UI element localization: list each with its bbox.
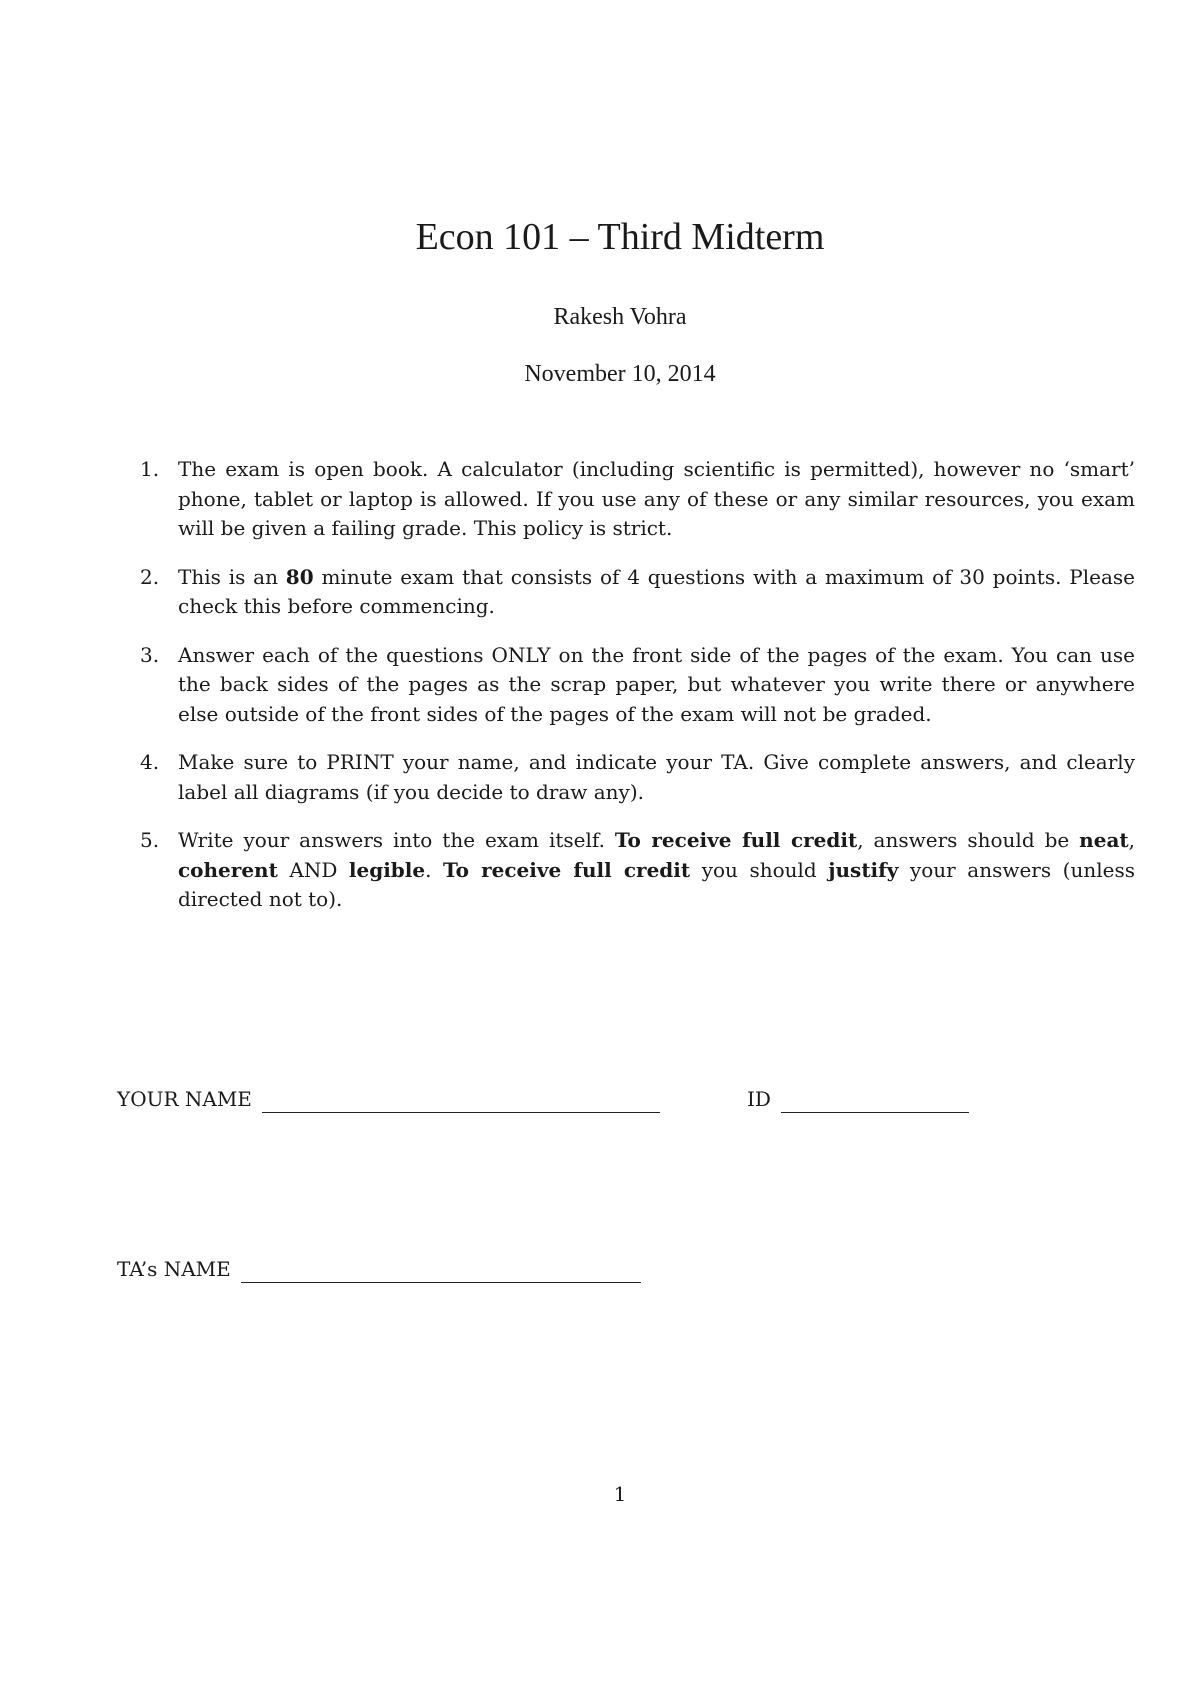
instruction-item	[140, 563, 1135, 622]
id-blank[interactable]	[781, 1090, 969, 1113]
instruction-text: Write your answers into the exam itself.	[178, 828, 615, 852]
instruction-emphasis: neat	[1079, 828, 1129, 852]
instruction-text: The exam is open book. A calculator (including scientific is permitted), however no ‘smart’ phone, tablet or laptop is allowed. If you use any of these or any similar resources, you exam will be given a failing grade. This policy is strict.	[178, 457, 1135, 540]
exam-date: November 10, 2014	[524, 361, 716, 387]
instruction-number: 1.	[140, 457, 160, 481]
exam-title: Econ 101 – Third Midterm	[415, 216, 825, 258]
instruction-emphasis: coherent	[178, 857, 278, 882]
instruction-text: ,	[1128, 828, 1135, 852]
instruction-item	[140, 826, 1135, 915]
name-label: YOUR NAME	[117, 1087, 252, 1111]
instruction-text: Make sure to PRINT your name, and indicate your TA. Give complete answers, and clearly label all diagrams (if you decide to draw any).	[178, 750, 1135, 804]
id-label: ID	[747, 1087, 771, 1111]
instruction-text: minute exam that consists of 4 questions with a maximum of 30 points. Please check this before commencing.	[178, 564, 1135, 618]
instruction-text: , answers should be	[857, 828, 1080, 852]
ta-name-field	[117, 1255, 641, 1283]
instruction-item	[140, 748, 1135, 807]
ta-name-label: TA’s NAME	[117, 1257, 231, 1281]
instruction-emphasis: justify	[828, 857, 899, 882]
id-field	[747, 1085, 969, 1113]
instruction-emphasis: 80	[285, 564, 314, 589]
instruction-text: you should	[690, 857, 829, 882]
instruction-text: .	[425, 857, 444, 882]
instruction-number: 3.	[140, 642, 160, 667]
exam-author: Rakesh Vohra	[553, 304, 687, 330]
page-number: 1	[613, 1482, 627, 1506]
instruction-text: Answer each of the questions ONLY on the front side of the pages of the exam. You can use the back sides of the pages as the scrap paper, but whatever you write there or anywhere else outside of the front sides of the pages of the exam will not be graded.	[178, 642, 1135, 726]
name-field	[117, 1085, 660, 1113]
instruction-item	[140, 641, 1135, 730]
instruction-text: This is an	[178, 564, 286, 589]
ta-name-blank[interactable]	[241, 1260, 641, 1283]
instruction-text: your answers (unless directed not to).	[178, 857, 1135, 911]
instruction-text: AND	[277, 857, 349, 882]
instructions-list	[140, 455, 1135, 934]
instruction-emphasis: legible	[348, 857, 426, 882]
instruction-item	[140, 455, 1135, 544]
name-blank[interactable]	[262, 1090, 660, 1113]
instruction-emphasis: To receive full credit	[614, 828, 858, 852]
instruction-number: 5.	[140, 828, 160, 852]
instruction-number: 4.	[140, 750, 160, 774]
instruction-emphasis: To receive full credit	[443, 857, 691, 882]
instruction-number: 2.	[140, 564, 160, 589]
